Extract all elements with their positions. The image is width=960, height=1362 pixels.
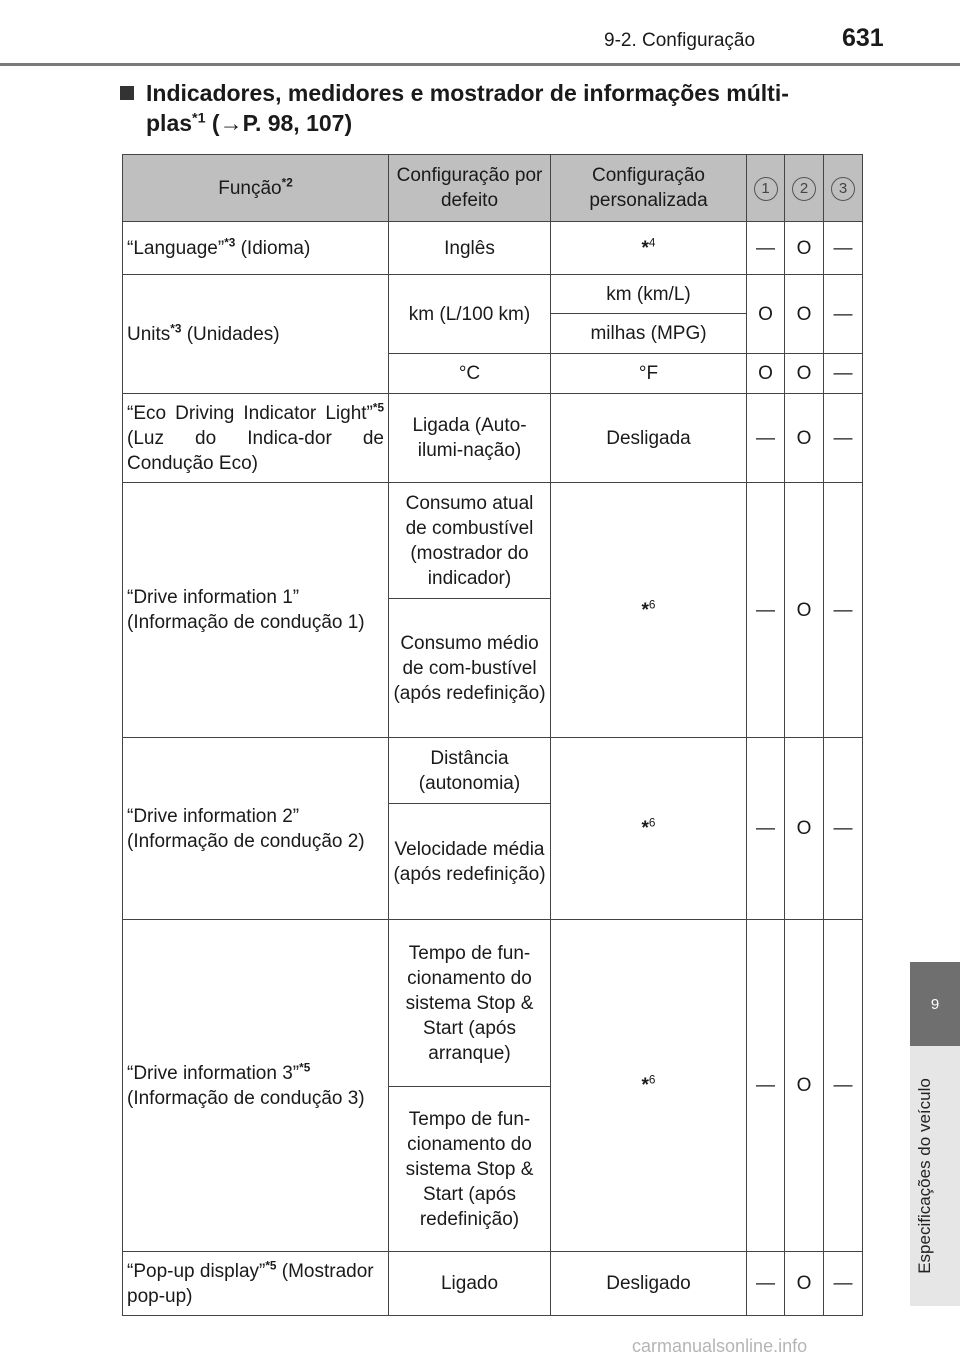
cell-function: “Drive information 3”$^{*5}$ (Informação de condução 3)	[123, 920, 389, 1252]
cell-function: “Drive information 2” (Informação de condução 2)	[123, 738, 389, 920]
cell-c3: —	[824, 275, 863, 354]
cell-default: Ligada (Auto-ilumi-nação)	[389, 394, 551, 483]
cell-default: Consumo médio de com-bustível (após redefinição)	[389, 599, 551, 738]
heading-line2: plas	[146, 110, 193, 136]
cell-function: Units$^{*3}$ (Unidades)	[123, 275, 389, 394]
circle-3-icon: 3	[831, 177, 855, 201]
chapter-label: Especificações do veículo	[915, 1078, 934, 1274]
cell-default: Consumo atual de combustível (mostrador do indicador)	[389, 483, 551, 599]
cell-c3: —	[824, 222, 863, 275]
cell-c3: —	[824, 354, 863, 394]
cell-function: “Pop-up display”$^{*5}$ (Mostrador pop-up)	[123, 1252, 389, 1316]
circle-1-icon: 1	[754, 177, 778, 201]
cell-c1: —	[747, 1252, 785, 1316]
page-number: 631	[842, 24, 884, 52]
cell-c3: —	[824, 1252, 863, 1316]
cell-default: Distância (autonomia)	[389, 738, 551, 804]
cell-c2: O	[785, 275, 824, 354]
cell-c3: —	[824, 920, 863, 1252]
page-reference-link[interactable]: (→P. 98, 107)	[205, 110, 353, 136]
cell-default: Inglês	[389, 222, 551, 275]
cell-default: Ligado	[389, 1252, 551, 1316]
cell-c2: O	[785, 222, 824, 275]
cell-custom: milhas (MPG)	[551, 314, 747, 354]
cell-c3: —	[824, 483, 863, 738]
page-header	[0, 0, 960, 66]
cell-c3: —	[824, 738, 863, 920]
header-rule	[0, 63, 960, 66]
cell-c2: O	[785, 920, 824, 1252]
cell-c1: —	[747, 738, 785, 920]
table-header-row	[123, 155, 863, 222]
square-bullet-icon	[120, 86, 134, 100]
cell-default: Tempo de fun-cionamento do sistema Stop & Start (após arranque)	[389, 920, 551, 1087]
cell-default: Velocidade média (após redefinição)	[389, 804, 551, 920]
circle-2-icon: 2	[792, 177, 816, 201]
header-custom: Configuração personalizada	[551, 155, 747, 222]
table-row	[123, 483, 863, 599]
table-row	[123, 920, 863, 1087]
cell-function: “Drive information 1” (Informação de condução 1)	[123, 483, 389, 738]
section-title: 9-2. Configuração	[604, 30, 756, 51]
chapter-tab[interactable]: 9	[910, 962, 960, 1046]
table-row	[123, 275, 863, 314]
cell-c1: O	[747, 275, 785, 354]
heading-line1: Indicadores, medidores e mostrador de informações múlti-	[146, 80, 789, 106]
cell-custom: *$^6$	[551, 738, 747, 920]
footnote-ref: *1	[192, 110, 206, 127]
watermark: carmanualsonline.info	[632, 1336, 808, 1356]
cell-default: km (L/100 km)	[389, 275, 551, 354]
cell-c2: O	[785, 483, 824, 738]
cell-custom: *$^6$	[551, 920, 747, 1252]
cell-custom: Desligada	[551, 394, 747, 483]
cell-c3: —	[824, 394, 863, 483]
cell-custom: km (km/L)	[551, 275, 747, 314]
cell-default: °C	[389, 354, 551, 394]
cell-c1: —	[747, 394, 785, 483]
table-row	[123, 394, 863, 483]
table-row	[123, 738, 863, 804]
section-heading	[120, 78, 860, 138]
cell-c2: O	[785, 738, 824, 920]
cell-c1: —	[747, 920, 785, 1252]
table-row	[123, 1252, 863, 1316]
cell-c2: O	[785, 354, 824, 394]
cell-c2: O	[785, 1252, 824, 1316]
header-funcao: Função$^{*2}$	[123, 155, 389, 222]
cell-custom: °F	[551, 354, 747, 394]
cell-c1: —	[747, 222, 785, 275]
table-row	[123, 222, 863, 275]
cell-c2: O	[785, 394, 824, 483]
cell-c1: —	[747, 483, 785, 738]
cell-function: “Eco Driving Indicator Light”$^{*5}$ (Luz do Indica-dor de Condução Eco)	[123, 394, 389, 483]
cell-custom: *$^6$	[551, 483, 747, 738]
cell-custom: Desligado	[551, 1252, 747, 1316]
cell-custom: *$^4$	[551, 222, 747, 275]
cell-c1: O	[747, 354, 785, 394]
header-default: Configuração por defeito	[389, 155, 551, 222]
cell-function: “Language”$^{*3}$ (Idioma)	[123, 222, 389, 275]
cell-default: Tempo de fun-cionamento do sistema Stop & Start (após redefinição)	[389, 1087, 551, 1252]
settings-table	[122, 154, 863, 1316]
